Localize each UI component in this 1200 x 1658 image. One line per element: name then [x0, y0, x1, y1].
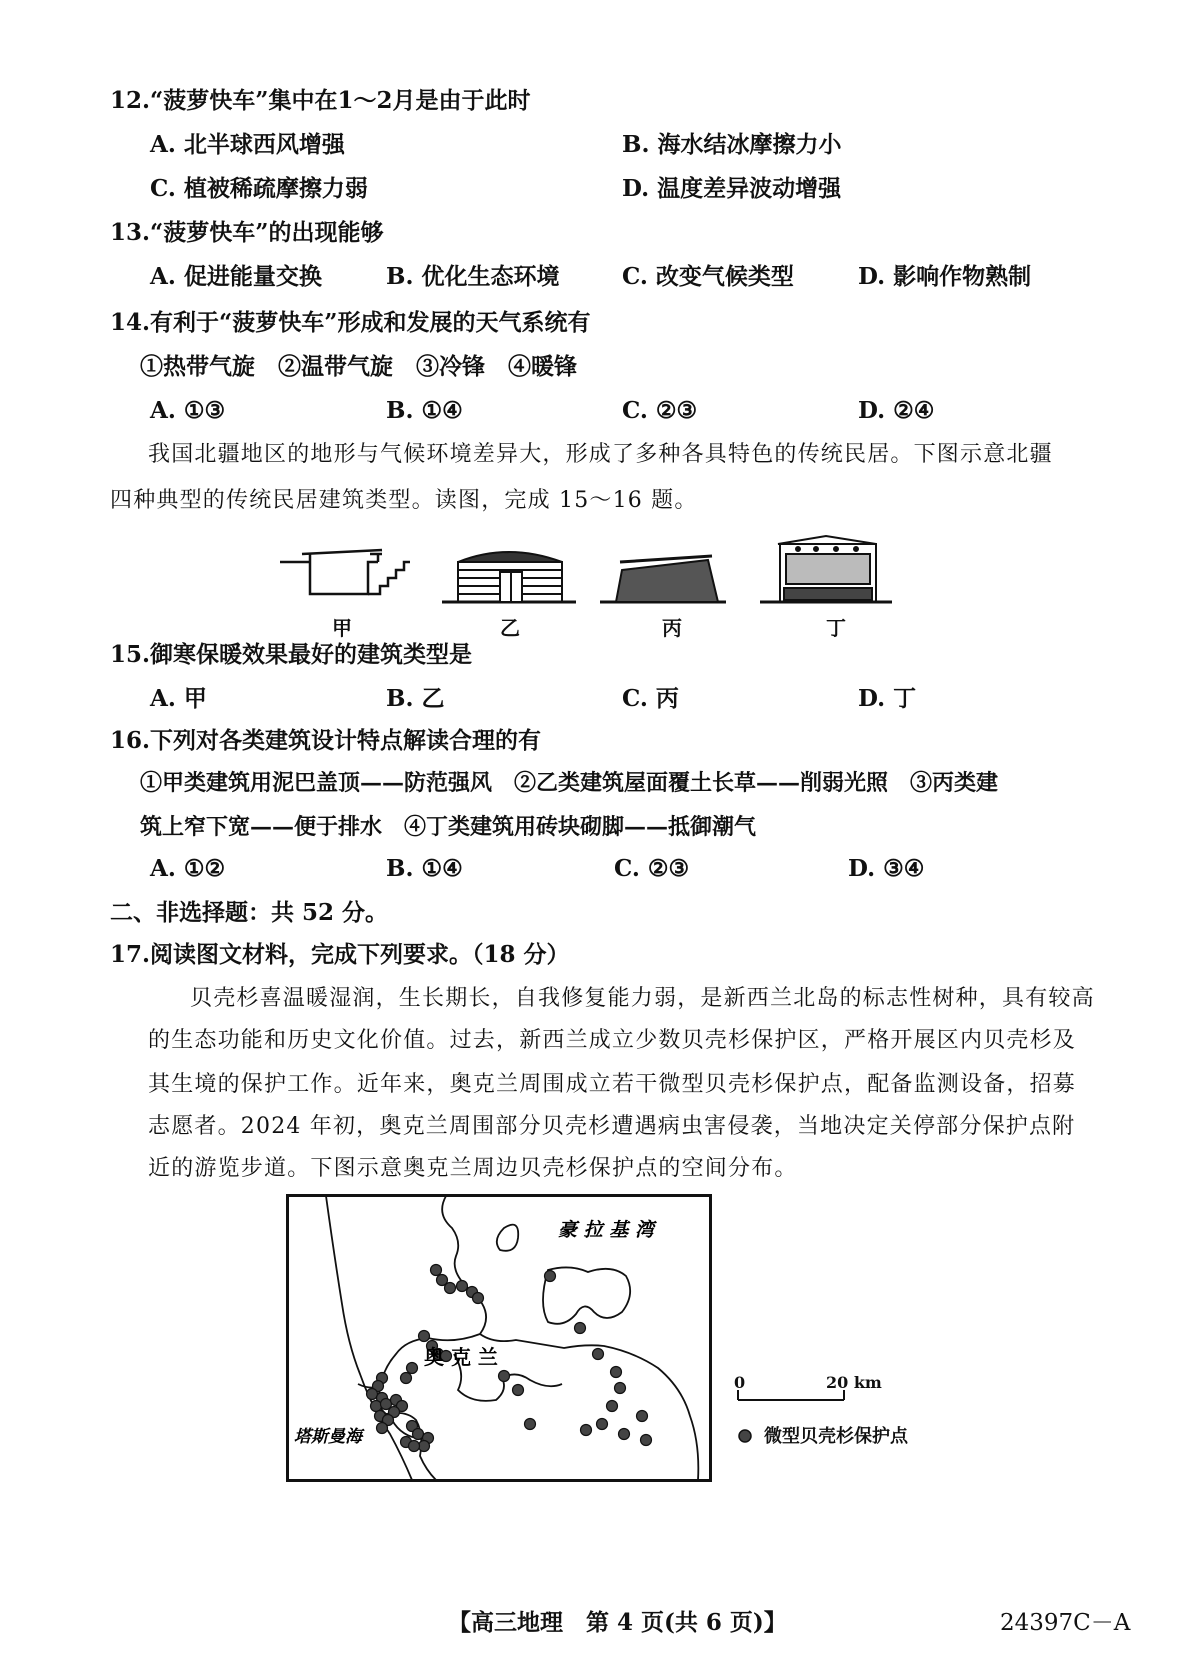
q16-stem: 16.下列对各类建筑设计特点解读合理的有 — [110, 727, 542, 754]
buildings-figure — [270, 532, 910, 612]
q15-option-a: A. 甲 — [150, 685, 207, 712]
protection-point-dot — [499, 1371, 510, 1382]
label-hauraki-gulf: 豪 拉 基 湾 — [558, 1219, 654, 1241]
protection-point-dot — [545, 1271, 556, 1282]
protection-point-dot — [367, 1389, 378, 1400]
q17-stem: 17.阅读图文材料，完成下列要求。（18 分） — [110, 941, 570, 968]
q12-option-c: C. 植被稀疏摩擦力弱 — [150, 175, 368, 202]
protection-point-dot — [581, 1425, 592, 1436]
q12-option-d: D. 温度差异波动增强 — [622, 175, 842, 202]
scale-label-zero: 0 — [734, 1373, 746, 1392]
building-ding-drawing — [760, 536, 892, 602]
protection-point-dot — [413, 1429, 424, 1440]
protection-point-dot — [637, 1411, 648, 1422]
q13-option-d: D. 影响作物熟制 — [858, 263, 1032, 290]
q14-option-b: B. ①④ — [386, 397, 463, 424]
protection-point-dot — [431, 1265, 442, 1276]
protection-point-dot — [473, 1293, 484, 1304]
q16-items-line2: 筑上窄下宽——便于排水 ④丁类建筑用砖块砌脚——抵御潮气 — [140, 814, 757, 840]
building-label-ding: 丁 — [826, 616, 846, 640]
q14-option-d: D. ②④ — [858, 397, 935, 424]
protection-point-dot — [593, 1349, 604, 1360]
q15-stem: 15.御寒保暖效果最好的建筑类型是 — [110, 641, 473, 668]
protection-point-dot — [409, 1441, 420, 1452]
building-jia-drawing — [280, 550, 410, 594]
protection-point-dot — [525, 1419, 536, 1430]
protection-point-dot — [445, 1283, 456, 1294]
q12-option-a: A. 北半球西风增强 — [150, 131, 345, 158]
protection-point-dot — [597, 1419, 608, 1430]
section-2-heading: 二、非选择题：共 52 分。 — [110, 899, 389, 926]
q13-stem: 13.“菠萝快车”的出现能够 — [110, 219, 384, 246]
q17-paragraph-line5: 近的游览步道。下图示意奥克兰周边贝壳杉保护点的空间分布。 — [148, 1156, 798, 1181]
q16-option-c: C. ②③ — [614, 855, 690, 882]
q15-option-d: D. 丁 — [858, 685, 917, 712]
q16-option-b: B. ①④ — [386, 855, 463, 882]
q17-paragraph-line1: 贝壳杉喜温暖湿润，生长期长，自我修复能力弱，是新西兰北岛的标志性树种，具有较高 — [190, 986, 1095, 1011]
q17-paragraph-line2: 的生态功能和历史文化价值。过去，新西兰成立少数贝壳杉保护区，严格开展区内贝壳杉及 — [148, 1028, 1077, 1053]
label-auckland: 奥 克 兰 — [424, 1345, 498, 1369]
q17-paragraph-line4: 志愿者。2024 年初，奥克兰周围部分贝壳杉遭遇病虫害侵袭，当地决定关停部分保护点附 — [148, 1114, 1076, 1139]
q14-option-a: A. ①③ — [150, 397, 226, 424]
intro-15-16-line1: 我国北疆地区的地形与气候环境差异大，形成了多种各具特色的传统民居。下图示意北疆 — [148, 442, 1053, 467]
label-tasman-sea: 塔斯曼海 — [294, 1427, 362, 1447]
q14-stem: 14.有利于“菠萝快车”形成和发展的天气系统有 — [110, 309, 591, 336]
building-yi-drawing — [442, 552, 576, 602]
intro-15-16-line2: 四种典型的传统民居建筑类型。读图，完成 15～16 题。 — [110, 488, 698, 513]
auckland-map — [286, 1194, 712, 1482]
q13-option-b: B. 优化生态环境 — [386, 263, 560, 290]
q16-option-a: A. ①② — [150, 855, 226, 882]
protection-point-dot — [371, 1401, 382, 1412]
q14-items: ①热带气旋 ②温带气旋 ③冷锋 ④暖锋 — [140, 353, 577, 380]
protection-point-dot — [619, 1429, 630, 1440]
building-label-yi: 乙 — [500, 616, 520, 640]
building-label-bing: 丙 — [662, 616, 682, 640]
protection-point-dot — [419, 1441, 430, 1452]
protection-point-dot — [611, 1367, 622, 1378]
protection-point-dot — [457, 1281, 468, 1292]
protection-point-dot — [641, 1435, 652, 1446]
map-scale-bar — [732, 1373, 912, 1416]
protection-point-dot — [513, 1385, 524, 1396]
protection-point-dot — [607, 1401, 618, 1412]
legend-label: 微型贝壳杉保护点 — [764, 1426, 908, 1447]
protection-point-dot — [575, 1323, 586, 1334]
q12-stem: 12.“菠萝快车”集中在1～2月是由于此时 — [110, 87, 531, 114]
q12-option-b: B. 海水结冰摩擦力小 — [622, 131, 842, 158]
q14-option-c: C. ②③ — [622, 397, 698, 424]
q16-option-d: D. ③④ — [848, 855, 925, 882]
q15-option-c: C. 丙 — [622, 685, 679, 712]
q15-option-b: B. 乙 — [386, 685, 445, 712]
protection-point-dot — [407, 1363, 418, 1374]
q16-items-line1: ①甲类建筑用泥巴盖顶——防范强风 ②乙类建筑屋面覆土长草——削弱光照 ③丙类建 — [140, 770, 999, 796]
scale-label-end: 20 km — [826, 1373, 882, 1392]
building-bing-drawing — [600, 556, 726, 602]
footer-page-info: 【高三地理 第 4 页(共 6 页)】 — [448, 1609, 787, 1636]
protection-point-dot — [615, 1383, 626, 1394]
footer-paper-code: 24397C－A — [1000, 1610, 1131, 1636]
q13-option-a: A. 促进能量交换 — [150, 263, 322, 290]
building-label-jia: 甲 — [332, 616, 352, 640]
protection-point-dot — [377, 1423, 388, 1434]
legend-dot-icon — [736, 1426, 756, 1446]
q17-paragraph-line3: 其生境的保护工作。近年来，奥克兰周围成立若干微型贝壳杉保护点，配备监测设备，招募 — [148, 1072, 1077, 1097]
protection-point-dot — [401, 1373, 412, 1384]
q13-option-c: C. 改变气候类型 — [622, 263, 794, 290]
protection-point-dot — [419, 1331, 430, 1342]
